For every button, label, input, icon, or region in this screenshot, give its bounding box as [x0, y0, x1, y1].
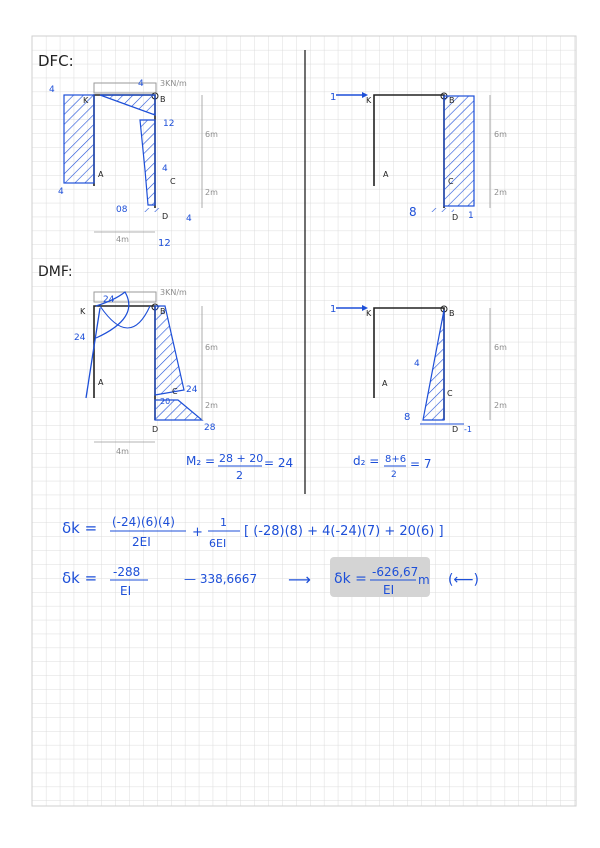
eq2-middle: — 338,6667 [184, 572, 258, 586]
shear-left-column [64, 95, 94, 183]
dim-width-label: 4m [116, 447, 129, 456]
node-a: A [98, 378, 104, 387]
dim-2-label: 2m [494, 188, 507, 197]
moment-value-c-right: 24 [186, 385, 198, 395]
eq1-plus: + [192, 525, 203, 540]
moment-value-col-k: 24 [74, 333, 86, 343]
shear-value-beam-right: 4 [138, 79, 144, 89]
shear-value-left-top: 4 [49, 85, 55, 95]
node-b: B [160, 95, 166, 104]
node-a: A [383, 170, 389, 179]
node-k: K [366, 309, 372, 318]
fixed-support [430, 208, 454, 212]
node-d: D [452, 425, 459, 434]
node-k: K [83, 96, 89, 105]
node-c: C [447, 389, 453, 398]
fixed-support [140, 208, 164, 212]
node-c: C [448, 177, 454, 186]
dim-6-label: 6m [205, 343, 218, 352]
eq2-arrow: ⟶ [288, 570, 311, 589]
formula-m2-num: 28 + 20 [219, 452, 264, 465]
eq1-bracket: [ (-28)(8) + 4(-24)(7) + 20(6) ] [244, 524, 444, 539]
shear-value-left-bottom: 4 [58, 187, 64, 197]
eq1-term1-num: (-24)(6)(4) [112, 515, 175, 529]
node-b: B [160, 307, 166, 316]
dim-2-label: 2m [205, 188, 218, 197]
eq2-frac-den: EI [120, 584, 132, 598]
moment-value-base: 8 [404, 412, 411, 423]
node-a: A [382, 379, 388, 388]
load-label: 3KN/m [160, 288, 187, 297]
dim-2-label: 2m [205, 401, 218, 410]
shear-value-col-c: 4 [162, 164, 168, 174]
shear-right-column [444, 96, 474, 206]
node-c: C [172, 387, 178, 396]
eq1-term2-den: 6EI [209, 537, 227, 550]
moment-value-c-left: 20 [160, 397, 171, 406]
shear-value-col-base: 08 [116, 205, 128, 215]
shear-value-col-top: 12 [163, 119, 175, 129]
node-c: C [170, 177, 176, 186]
load-label: 3KN/m [160, 79, 187, 88]
moment-value-base: 28 [204, 423, 216, 433]
dmf-title: DMF: [38, 264, 73, 280]
grid-background [32, 36, 576, 806]
node-d: D [152, 425, 159, 434]
unit-force-label: 1 [330, 92, 337, 103]
node-a: A [98, 170, 104, 179]
formula-m2-rhs: = 24 [264, 456, 294, 470]
formula-d2-num: 8+6 [385, 454, 407, 465]
node-d: D [162, 212, 169, 221]
moment-value-beam: 24 [103, 295, 115, 305]
eq1-term1-den: 2EI [132, 535, 151, 549]
moment-label: 8 [409, 205, 417, 219]
eq1-term2-num: 1 [220, 516, 227, 529]
eq2-result-den: EI [383, 583, 395, 597]
eq2-result-num: -626,67 [372, 565, 419, 579]
eq1-lhs: δk = [62, 519, 98, 537]
shear-value-col-base-right: 4 [186, 214, 192, 224]
formula-d2-rhs: = 7 [410, 457, 432, 471]
dim-6-label: 6m [494, 130, 507, 139]
node-b: B [449, 309, 455, 318]
eq2-result-lhs: δk = [334, 571, 367, 587]
node-d: D [452, 213, 459, 222]
moment-value-mid: 4 [414, 359, 420, 369]
formula-d2-lhs: d₂ = [353, 454, 380, 468]
formula-m2-den: 2 [236, 469, 243, 482]
node-k: K [366, 96, 372, 105]
unit-force-label: 1 [330, 304, 337, 315]
formula-m2-lhs: M₂ = [186, 454, 216, 468]
dim-2-label: 2m [494, 401, 507, 410]
reaction-label: 1 [468, 211, 474, 221]
moment-value-reaction: -1 [464, 425, 472, 434]
eq2-result-unit: m [418, 573, 430, 587]
formula-d2-den: 2 [391, 470, 397, 480]
dim-6-label: 6m [494, 343, 507, 352]
eq2-lhs: δk = [62, 569, 98, 587]
node-k: K [80, 307, 86, 316]
node-b: B [449, 96, 455, 105]
dim-6-label: 6m [205, 130, 218, 139]
eq2-frac-num: -288 [113, 565, 141, 579]
dfc-title: DFC: [38, 52, 74, 70]
dim-width-label: 4m [116, 235, 129, 244]
shear-value-col-bottom: 12 [158, 238, 171, 249]
eq2-direction: (⟵) [448, 572, 479, 588]
